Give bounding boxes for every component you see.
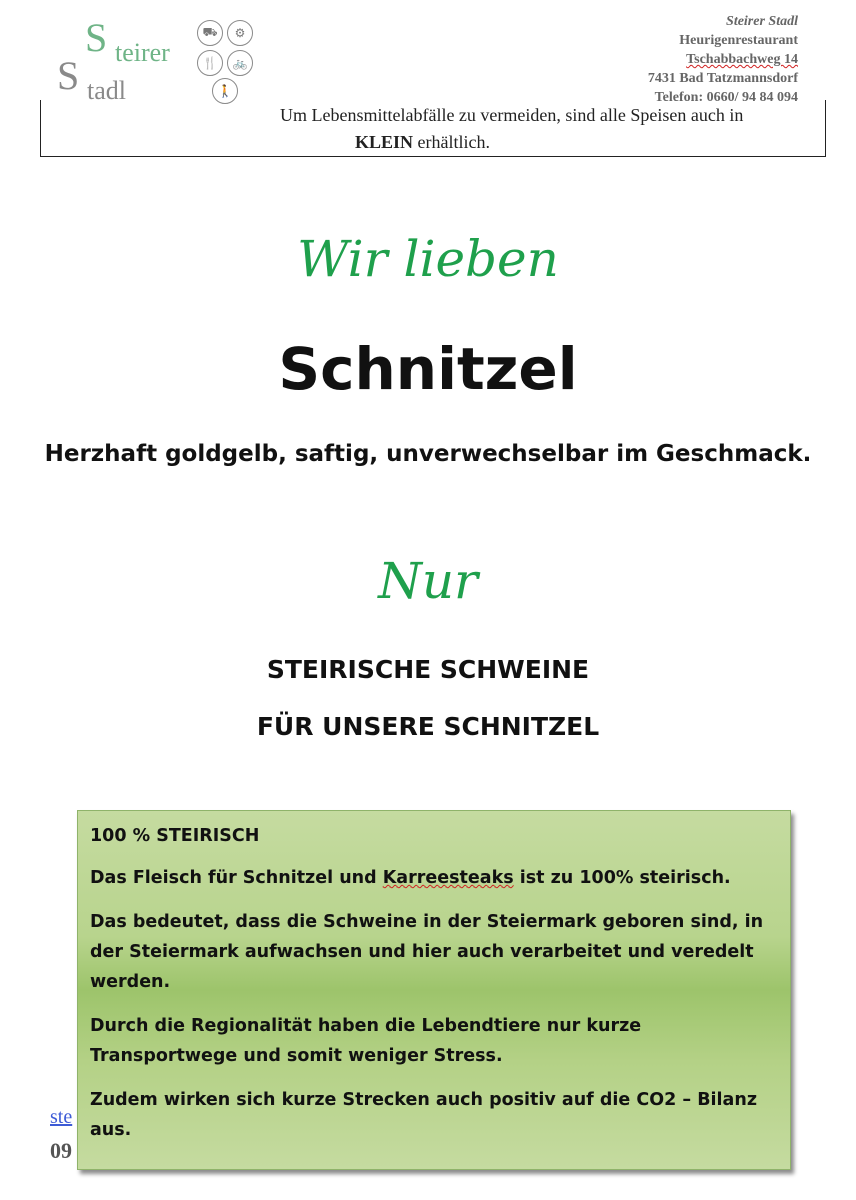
caps-line-2: FÜR UNSERE SCHNITZEL bbox=[256, 712, 600, 741]
footer-phone-fragment: 09 bbox=[50, 1138, 72, 1163]
page-title: Schnitzel bbox=[278, 335, 578, 403]
info-paragraph-1: Das Fleisch für Schnitzel und Karreesteaks ist zu 100% steirisch. bbox=[90, 868, 731, 888]
logo-initial-2: S bbox=[57, 53, 80, 98]
marked-word: Karreesteaks bbox=[382, 868, 514, 888]
notice-line-2: erhältlich. bbox=[413, 132, 490, 152]
script-heading-2: Nur bbox=[378, 552, 478, 610]
phone: Telefon: 0660/ 94 84 094 bbox=[654, 90, 798, 105]
address-block bbox=[648, 12, 798, 107]
info-paragraph-4: Zudem wirken sich kurze Strecken auch positiv auf die CO2 – Bilanz aus. bbox=[90, 1090, 757, 1140]
footer-link[interactable]: ste bbox=[50, 1106, 73, 1128]
logo bbox=[55, 15, 260, 108]
notice-bold: KLEIN bbox=[355, 132, 414, 152]
subtitle: Herzhaft goldgelb, saftig, unverwechselbar im Geschmack. bbox=[44, 441, 812, 467]
logo-initial-1: S bbox=[85, 15, 108, 60]
cyclist-icon: 🚲 bbox=[227, 50, 253, 76]
logo-icons bbox=[195, 20, 259, 106]
restaurant-type: Heurigenrestaurant bbox=[679, 33, 798, 48]
notice-text bbox=[280, 102, 815, 156]
info-box bbox=[77, 810, 791, 1170]
info-paragraph-3: Durch die Regionalität haben die Lebendtiere nur kurze Transportwege und somit weniger Stress. bbox=[90, 1016, 642, 1066]
hiker-icon: 🚶 bbox=[212, 78, 238, 104]
script-heading-1: Wir lieben bbox=[297, 230, 559, 288]
caps-line-1: STEIRISCHE SCHWEINE bbox=[266, 655, 590, 684]
info-box-heading: 100 % STEIRISCH bbox=[90, 826, 260, 846]
logo-word-1: teirer bbox=[115, 38, 170, 67]
cutlery-icon: 🍴 bbox=[197, 50, 223, 76]
logo-word-2: tadl bbox=[87, 76, 126, 105]
notice-line-1: Um Lebensmittelabfälle zu vermeiden, sind alle Speisen auch in bbox=[280, 105, 744, 125]
info-paragraph-2: Das bedeutet, dass die Schweine in der Steiermark geboren sind, in der Steiermark aufwachsen und hier auch verarbeitet und veredelt werden. bbox=[90, 912, 764, 992]
restaurant-name: Steirer Stadl bbox=[726, 14, 798, 29]
city: 7431 Bad Tatzmannsdorf bbox=[647, 71, 798, 86]
tractor-icon: ⛟ bbox=[197, 20, 223, 46]
street: Tschabbachweg 14 bbox=[686, 52, 798, 67]
motorbike-icon: ⚙ bbox=[227, 20, 253, 46]
